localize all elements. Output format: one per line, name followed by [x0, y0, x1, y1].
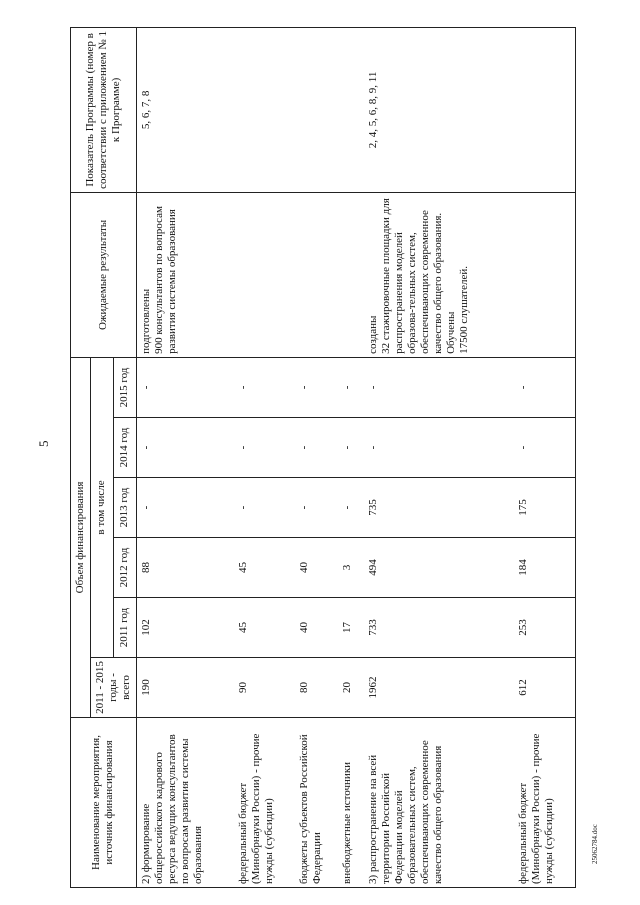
header-including: в том числе: [90, 357, 113, 657]
cell-2015: -: [136, 357, 233, 417]
table-header: [71, 27, 137, 887]
cell-2012: 88: [136, 538, 233, 598]
cell-2013: 735: [364, 478, 514, 538]
cell-results: [514, 192, 576, 357]
header-name: Наименование мероприятия, источник финансирования: [71, 718, 137, 888]
cell-total: 80: [295, 658, 339, 718]
cell-2011: 102: [136, 598, 233, 658]
rotated-table-container: [70, 28, 570, 888]
cell-2012: 3: [338, 538, 364, 598]
cell-results: подготовлены 900 консультантов по вопросам развития системы образования: [136, 192, 233, 357]
cell-results: [338, 192, 364, 357]
cell-2014: -: [364, 418, 514, 478]
cell-indicator: 5, 6, 7, 8: [136, 27, 233, 192]
cell-total: 612: [514, 658, 576, 718]
cell-2011: 17: [338, 598, 364, 658]
cell-indicator: [338, 27, 364, 192]
cell-name: федеральный бюджет (Минобрнауки России) - прочие нужды (субсидии): [234, 718, 295, 888]
cell-total: 20: [338, 658, 364, 718]
table-row: [136, 27, 233, 887]
cell-2013: -: [338, 478, 364, 538]
header-funding: Объем финансирования: [71, 357, 91, 717]
cell-2015: -: [295, 357, 339, 417]
header-indicator: Показатель Программы (номер в соответствии с приложением № 1 к Программе): [71, 27, 137, 192]
cell-2014: -: [338, 418, 364, 478]
cell-2014: -: [136, 418, 233, 478]
table-body: [136, 27, 575, 887]
cell-results: созданы 32 стажировочные площадки для распространения моделей образова-тельных систем, обеспечивающих современное качество общего образования. Обучены 17500 слушателей.: [364, 192, 514, 357]
cell-2013: -: [234, 478, 295, 538]
cell-indicator: [514, 27, 576, 192]
cell-results: [234, 192, 295, 357]
table-row: [514, 27, 576, 887]
cell-2014: -: [514, 418, 576, 478]
cell-name: федеральный бюджет (Минобрнауки России) - прочие нужды (субсидии): [514, 718, 576, 888]
cell-2014: -: [295, 418, 339, 478]
cell-indicator: [295, 27, 339, 192]
cell-2015: -: [364, 357, 514, 417]
cell-2015: -: [338, 357, 364, 417]
cell-2011: 40: [295, 598, 339, 658]
header-2014: 2014 год: [113, 418, 136, 478]
cell-indicator: [234, 27, 295, 192]
table-row: [364, 27, 514, 887]
cell-name: 3) распространение на всей территории Российской Федерации моделей образовательных систем, обеспечивающих современное качество общего образования: [364, 718, 514, 888]
page-number: 5: [36, 440, 51, 447]
table-row: [338, 27, 364, 887]
cell-total: 90: [234, 658, 295, 718]
cell-2015: -: [514, 357, 576, 417]
cell-indicator: 2, 4, 5, 6, 8, 9, 11: [364, 27, 514, 192]
header-2012: 2012 год: [113, 538, 136, 598]
table-row: [295, 27, 339, 887]
table-row: [234, 27, 295, 887]
cell-name: 2) формирование общероссийского кадрового ресурса ведущих консультантов по вопросам развития системы образования: [136, 718, 233, 888]
cell-2013: -: [295, 478, 339, 538]
cell-2012: 494: [364, 538, 514, 598]
cell-results: [295, 192, 339, 357]
cell-2013: -: [136, 478, 233, 538]
document-id: 25062784.doc: [591, 824, 599, 864]
funding-table: [70, 27, 576, 888]
cell-2012: 184: [514, 538, 576, 598]
cell-2012: 45: [234, 538, 295, 598]
cell-2013: 175: [514, 478, 576, 538]
cell-name: внебюджетные источники: [338, 718, 364, 888]
cell-total: 190: [136, 658, 233, 718]
header-2015: 2015 год: [113, 357, 136, 417]
cell-name: бюджеты субъектов Российской Федерации: [295, 718, 339, 888]
cell-2011: 253: [514, 598, 576, 658]
cell-total: 1962: [364, 658, 514, 718]
header-2011: 2011 год: [113, 598, 136, 658]
header-results: Ожидаемые результаты: [71, 192, 137, 357]
header-2013: 2013 год: [113, 478, 136, 538]
header-total: 2011 - 2015 годы - всего: [90, 658, 136, 718]
cell-2011: 45: [234, 598, 295, 658]
cell-2014: -: [234, 418, 295, 478]
cell-2011: 733: [364, 598, 514, 658]
cell-2012: 40: [295, 538, 339, 598]
cell-2015: -: [234, 357, 295, 417]
